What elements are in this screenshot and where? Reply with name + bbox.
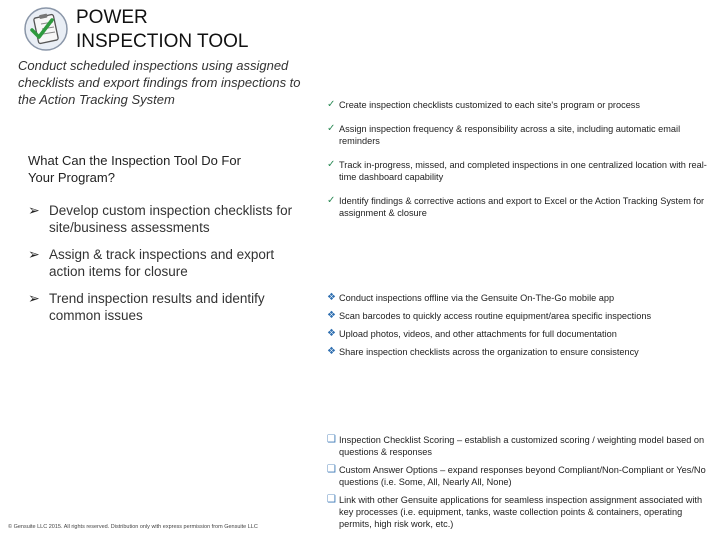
page-title bbox=[76, 6, 248, 54]
list-item: ❖ Upload photos, videos, and other attachments for full documentation bbox=[327, 328, 617, 339]
list-item: ✓ Identify findings & corrective actions and export to Excel or the Action Tracking System for assignment & closure bbox=[327, 195, 705, 218]
square-bullet-icon: ❑ bbox=[327, 434, 336, 445]
check-icon: ✓ bbox=[327, 99, 336, 110]
diamond-bullet-icon: ❖ bbox=[327, 328, 336, 339]
list-item: ✓ Create inspection checklists customized to each site's program or process bbox=[327, 99, 640, 110]
title-line-2: INSPECTION TOOL bbox=[76, 31, 249, 52]
list-item: ❖ Scan barcodes to quickly access routine equipment/area specific inspections bbox=[327, 310, 652, 321]
check-icon: ✓ bbox=[327, 195, 336, 206]
arrow-bullet-icon: ➢ bbox=[28, 202, 40, 218]
list-item: ➢ Trend inspection results and identify common issues bbox=[28, 290, 265, 323]
left-bullet-list bbox=[28, 202, 298, 334]
clipboard-check-icon bbox=[22, 6, 70, 52]
footer-copyright: © Gensuite LLC 2015. All rights reserved. Distribution only with express permission from Gensuite LLC bbox=[8, 524, 258, 530]
title-line-1: POWER bbox=[76, 7, 148, 28]
diamond-bullet-icon: ❖ bbox=[327, 346, 336, 357]
diamond-bullet-icon: ❖ bbox=[327, 292, 336, 303]
list-item: ✓ Track in-progress, missed, and completed inspections in one centralized location with real-time dashboard capability bbox=[327, 159, 707, 182]
arrow-bullet-icon: ➢ bbox=[28, 290, 40, 306]
square-bullet-icon: ❑ bbox=[327, 494, 336, 505]
list-item: ➢ Develop custom inspection checklists for site/business assessments bbox=[28, 202, 293, 235]
question-heading: What Can the Inspection Tool Do For Your Program? bbox=[28, 153, 241, 185]
check-feature-list bbox=[327, 99, 712, 231]
diamond-bullet-icon: ❖ bbox=[327, 310, 336, 321]
diamond-feature-list bbox=[327, 292, 712, 364]
list-item: ❑ Inspection Checklist Scoring – establish a customized scoring / weighting model based on questions & responses bbox=[327, 434, 705, 457]
check-icon: ✓ bbox=[327, 159, 336, 170]
arrow-bullet-icon: ➢ bbox=[28, 246, 40, 262]
subtitle: Conduct scheduled inspections using assigned checklists and export findings from inspections to the Action Tracking System bbox=[18, 58, 301, 107]
list-item: ➢ Assign & track inspections and export action items for closure bbox=[28, 246, 275, 279]
list-item: ❖ Conduct inspections offline via the Gensuite On-The-Go mobile app bbox=[327, 292, 615, 303]
list-item: ❑ Custom Answer Options – expand responses beyond Compliant/Non-Compliant or Yes/No questions (i.e. Some, All, Nearly All, None) bbox=[327, 464, 706, 487]
check-icon: ✓ bbox=[327, 123, 336, 134]
list-item: ❑ Link with other Gensuite applications for seamless inspection assignment associated with key processes (i.e. equipment, tanks, waste collection points & containers, operating permits, high risk work, etc.) bbox=[327, 494, 703, 529]
list-item: ❖ Share inspection checklists across the organization to ensure consistency bbox=[327, 346, 639, 357]
list-item: ✓ Assign inspection frequency & responsibility across a site, including automatic email reminders bbox=[327, 123, 681, 146]
square-bullet-icon: ❑ bbox=[327, 464, 336, 475]
square-feature-list bbox=[327, 434, 712, 536]
